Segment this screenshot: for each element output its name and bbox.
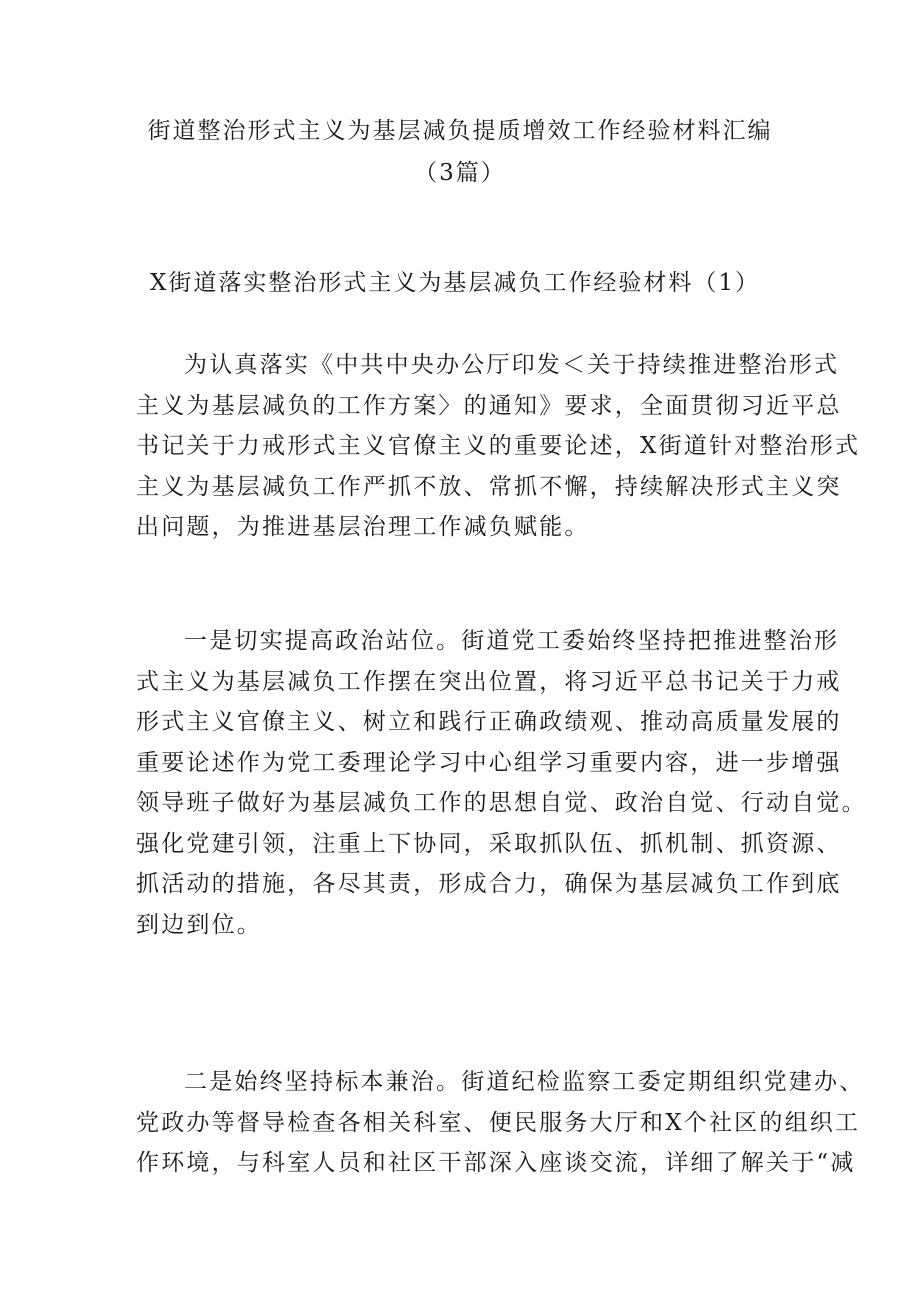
document-title: 街道整治形式主义为基层减负提质增效工作经验材料汇编 bbox=[147, 118, 773, 144]
paragraph-line: 主义为基层减负工作严抓不放、常抓不懈，持续解决形式主义突 bbox=[136, 473, 842, 500]
paragraph-line: 党政办等督导检查各相关科室、便民服务大厅和X个社区的组织工 bbox=[136, 1109, 861, 1136]
paragraph-line: 二是始终坚持标本兼治。街道纪检监察工委定期组织党建办、 bbox=[184, 1069, 865, 1095]
paragraph-line: 出问题，为推进基层治理工作减负赋能。 bbox=[136, 514, 590, 540]
paragraph-intro bbox=[136, 350, 861, 553]
paragraph-point-two bbox=[136, 1067, 865, 1189]
paragraph-line: 一是切实提高政治站位。街道党工委始终坚持把推进整治形 bbox=[184, 628, 840, 654]
paragraph-line: 书记关于力戒形式主义官僚主义的重要论述，X街道针对整治形式 bbox=[136, 433, 861, 459]
paragraph-line: 抓活动的措施，各尽其责，形成合力，确保为基层减负工作到底 bbox=[136, 871, 842, 897]
paragraph-line: 为认真落实《中共中央办公厅印发＜关于持续推进整治形式 bbox=[184, 352, 840, 378]
document-title-count: （3篇） bbox=[414, 160, 506, 186]
section-heading: X街道落实整治形式主义为基层减负工作经验材料（1） bbox=[150, 270, 761, 296]
paragraph-line: 主义为基层减负的工作方案〉的通知》要求，全面贯彻习近平总 bbox=[136, 392, 842, 419]
paragraph-line: 重要论述作为党工委理论学习中心组学习重要内容，进一步增强 bbox=[136, 749, 842, 776]
paragraph-line: 到边到位。 bbox=[136, 911, 262, 938]
paragraph-point-one bbox=[136, 626, 867, 950]
paragraph-line: 领导班子做好为基层减负工作的思想自觉、政治自觉、行动自觉。 bbox=[136, 790, 867, 816]
paragraph-line: 强化党建引领，注重上下协同，采取抓队伍、抓机制、抓资源、 bbox=[136, 830, 842, 857]
paragraph-line: 形式主义官僚主义、树立和践行正确政绩观、推动高质量发展的 bbox=[136, 709, 842, 735]
paragraph-line: 作环境，与科室人员和社区干部深入座谈交流，详细了解关于“减 bbox=[136, 1150, 856, 1176]
paragraph-line: 式主义为基层减负工作摆在突出位置，将习近平总书记关于力戒 bbox=[136, 668, 842, 695]
